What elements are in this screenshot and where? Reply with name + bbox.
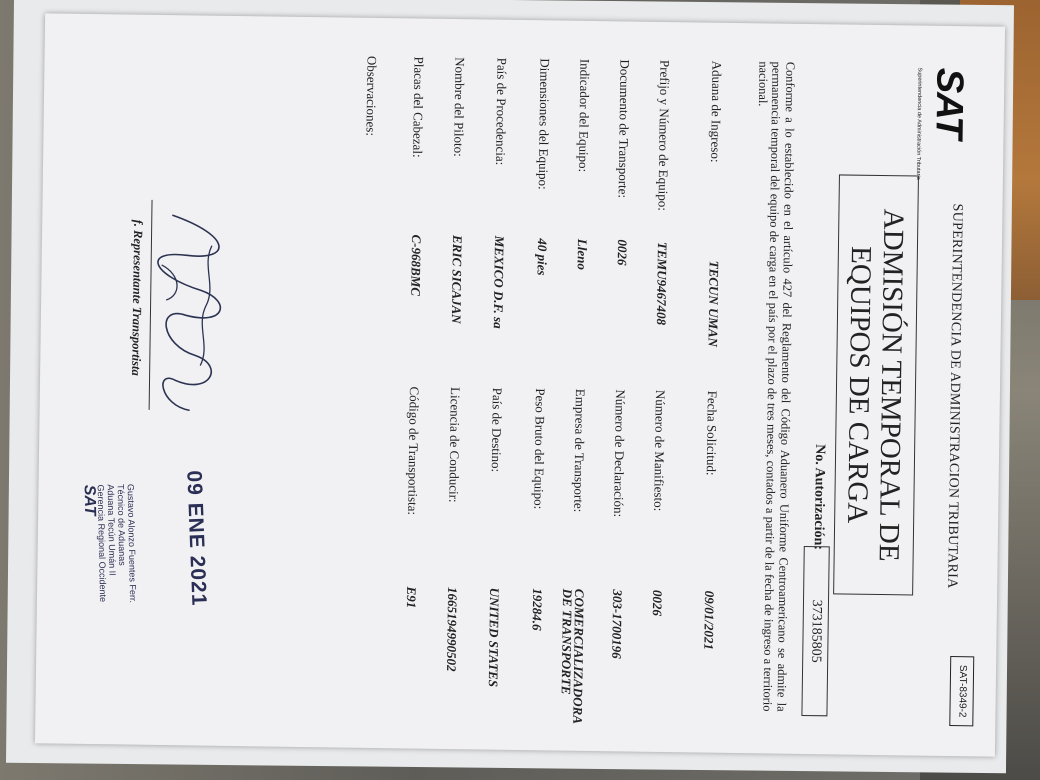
indicador-value: Lleno [574, 238, 591, 271]
authorization-label: No. Autorización: [810, 444, 828, 551]
stamp-logo: SAT [80, 484, 99, 516]
prefijo-label: Prefijo y Número de Equipo: [655, 59, 673, 212]
signature-label: f. Representante Transportista [129, 219, 146, 376]
sat-logo [899, 67, 971, 180]
date-stamp: 09 ENE 2021 [182, 470, 211, 607]
prefijo-value: TEMU9467408 [653, 241, 671, 326]
handwritten-signature [145, 205, 243, 416]
indicador-label: Indicador del Equipo: [575, 58, 593, 173]
empresa-value: COMERCIALIZADORA DE TRANSPORTE [558, 588, 588, 724]
fecha-value: 09/01/2021 [701, 590, 718, 651]
document-title: ADMISIÓN TEMPORAL DE EQUIPOS DE CARGA [833, 174, 919, 595]
destino-label: País de Destino: [488, 387, 505, 473]
piloto-label: Nombre del Piloto: [451, 57, 468, 157]
row-prefijo [643, 60, 672, 710]
official-stamp [80, 483, 140, 655]
agency-name: SUPERINTENDENCIA DE ADMINISTRACION TRIBUTARIA [944, 203, 965, 589]
piloto-value: ERIC SICAJAN [448, 235, 466, 324]
row-piloto [438, 57, 467, 707]
customs-document [35, 13, 1005, 756]
aduana-value: TECUN UMAN [705, 260, 722, 348]
sat-logo-subtext: Superintendencia de Administración Tributaria [914, 67, 923, 180]
row-placas [398, 56, 427, 706]
declaracion-value: 303-1700196 [609, 589, 626, 659]
documento-label: Documento de Transporte: [615, 59, 633, 199]
sat-logo-text: SAT [927, 67, 971, 139]
row-indicador [558, 58, 593, 724]
fecha-label: Fecha Solicitud: [703, 390, 720, 476]
aduana-label: Aduana de Ingreso: [708, 60, 725, 163]
row-dimensiones [523, 58, 552, 708]
authorization-number: 373185805 [801, 546, 829, 716]
manifiesto-label: Número de Manifiesto: [651, 389, 668, 512]
form-code: SAT-8349-2 [949, 656, 974, 726]
procedencia-value: MEXICO D.F. sa [490, 235, 508, 329]
row-aduana [695, 61, 724, 711]
dimensiones-label: Dimensiones del Equipo: [535, 58, 553, 190]
placas-label: Placas del Cabezal: [410, 56, 427, 158]
row-observaciones [351, 56, 380, 706]
observaciones-label: Observaciones: [363, 55, 380, 137]
empresa-label: Empresa de Transporte: [571, 388, 588, 513]
procedencia-label: País de Procedencia: [493, 57, 510, 166]
stamp-line-1: Gustavo Alonzo Fuentes Ferr. [125, 483, 139, 604]
stamp-line-3: Aduana Tecún Umán II [105, 484, 118, 576]
peso-label: Peso Bruto del Equipo: [531, 388, 548, 510]
dimensiones-value: 40 pies [534, 238, 551, 276]
licencia-label: Licencia de Conducir: [446, 386, 463, 503]
codigo-value: E91 [403, 586, 420, 609]
placas-value: C-968BMC [408, 234, 425, 297]
manifiesto-value: 0026 [649, 589, 666, 617]
stamp-line-4: Gerencia Regional Occidente [95, 484, 109, 603]
legal-text: Conforme a lo establecido en el artículo 427 del Reglamento del Código Aduanero Uniforme Centroamericano se admite la permanencia temporal del equipo de carga en el país por el plazo de tres meses, contados a partir de la fecha de ingreso a territorio nacional. [755, 61, 798, 712]
declaracion-label: Número de Declaración: [611, 389, 628, 518]
destino-value: UNITED STATES [485, 587, 503, 688]
row-procedencia [480, 58, 509, 708]
row-documento [603, 59, 632, 709]
documento-value: 0026 [614, 239, 631, 266]
stamp-line-2: Técnico de Aduanas [115, 483, 128, 566]
peso-value: 19284.6 [529, 588, 546, 631]
codigo-label: Código de Transportista: [405, 386, 422, 516]
licencia-value: 1665194990502 [443, 586, 461, 672]
